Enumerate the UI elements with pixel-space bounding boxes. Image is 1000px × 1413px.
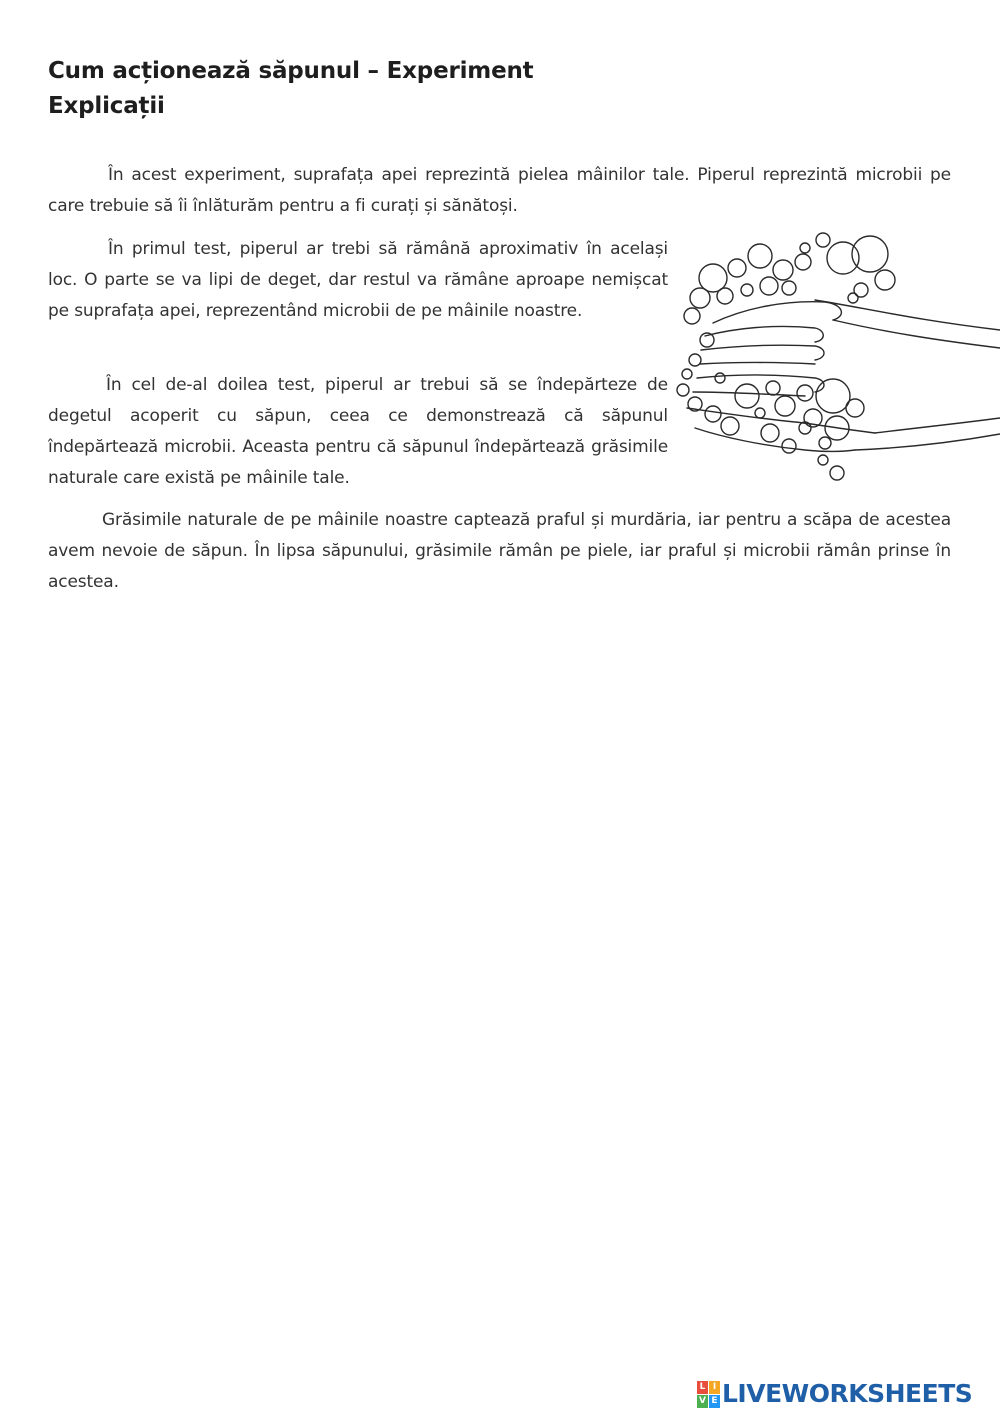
logo-letter-i: I bbox=[709, 1381, 720, 1394]
liveworksheets-watermark[interactable] bbox=[697, 1376, 972, 1412]
logo-letter-v: V bbox=[697, 1395, 708, 1408]
paragraph-second-test: În cel de-al doilea test, piperul ar trebui să se îndepărteze de degetul acoperit cu săpun, ceea ce demonstrează că săpunul îndepărtează microbii. Aceasta pentru că săpunul îndepărtează grăsimile naturale care există pe mâinile tale. bbox=[48, 375, 668, 488]
liveworksheets-logo-icon bbox=[697, 1381, 719, 1407]
watermark-text: LIVEWORKSHEETS bbox=[722, 1379, 973, 1408]
logo-letter-e: E bbox=[709, 1395, 720, 1408]
page-title bbox=[48, 54, 748, 124]
title-line-2: Explicații bbox=[48, 93, 165, 119]
logo-letter-l: L bbox=[697, 1381, 708, 1394]
paragraph-conclusion: Grăsimile naturale de pe mâinile noastre captează praful și murdăria, iar pentru a scăpa de acestea avem nevoie de săpun. În lipsa săpunului, grăsimile rămân pe piele, iar praful și microbii rămân prinse în acestea. bbox=[48, 510, 951, 592]
soapy-hands-icon bbox=[665, 228, 1000, 490]
title-line-1: Cum acționează săpunul – Experiment bbox=[48, 58, 534, 84]
paragraph-intro: În acest experiment, suprafața apei reprezintă pielea mâinilor tale. Piperul reprezintă microbii pe care trebuie să îi înlăturăm pentru a fi curați și sănătoși. bbox=[48, 165, 951, 216]
paragraph-first-test: În primul test, piperul ar trebi să rămână aproximativ în același loc. O parte se va lipi de deget, dar restul va rămâne aproape nemișcat pe suprafața apei, reprezentând microbii de pe mâinile noastre. bbox=[48, 239, 668, 321]
